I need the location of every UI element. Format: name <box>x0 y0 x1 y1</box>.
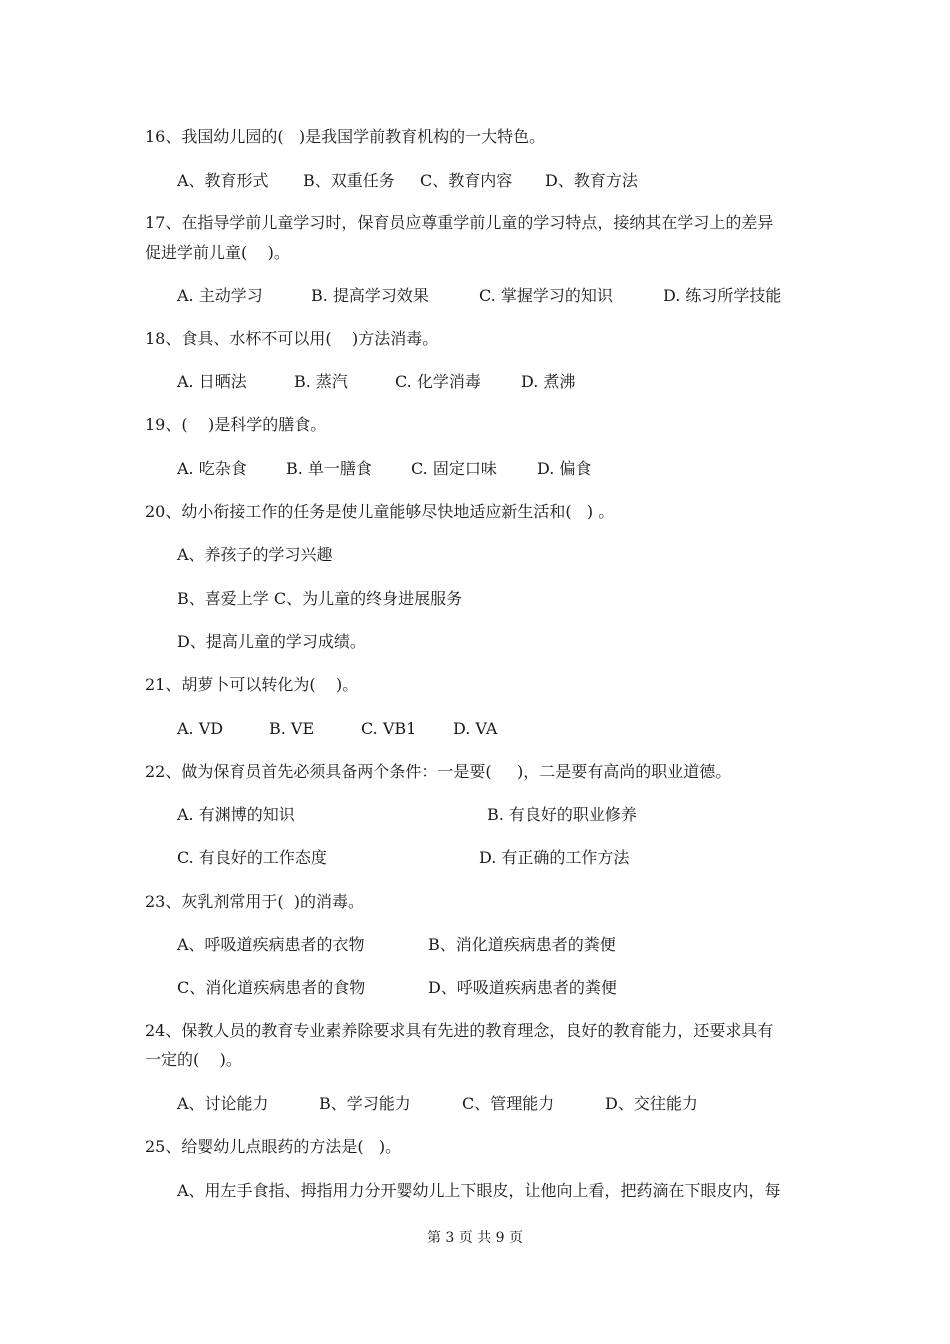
question-25-text: 25、给婴幼儿点眼药的方法是( )。 <box>145 1137 402 1156</box>
question-17-text-cont: 促进学前儿童( )。 <box>145 243 290 262</box>
question-16-option-d: D、教育方法 <box>545 171 638 190</box>
question-16-option-a: A、教育形式 <box>177 171 269 190</box>
question-19-option-d: D. 偏食 <box>537 459 592 478</box>
question-24-option-b: B、学习能力 <box>319 1094 411 1113</box>
question-21-option-b: B. VE <box>269 719 315 738</box>
question-20-text: 20、幼小衔接工作的任务是使儿童能够尽快地适应新生活和( ) 。 <box>145 502 615 521</box>
question-21-option-d: D. VA <box>453 719 498 738</box>
question-25-option-line-1: A、用左手食指、拇指用力分开婴幼儿上下眼皮，让他向上看，把药滴在下眼皮内，每 <box>177 1181 781 1200</box>
question-17-option-a: A. 主动学习 <box>177 286 263 305</box>
question-21-option-c: C. VB1 <box>361 719 417 738</box>
question-19-text: 19、( )是科学的膳食。 <box>145 415 327 434</box>
question-19-option-b: B. 单一膳食 <box>286 459 372 478</box>
question-20-option-line-3: D、提高儿童的学习成绩。 <box>177 632 366 651</box>
question-24-text-cont: 一定的( )。 <box>145 1050 242 1069</box>
question-24-option-c: C、管理能力 <box>462 1094 555 1113</box>
question-18-option-c: C. 化学消毒 <box>395 372 481 391</box>
question-21-text: 21、胡萝卜可以转化为( )。 <box>145 675 359 694</box>
question-24-option-d: D、交往能力 <box>605 1094 698 1113</box>
question-23-option-b: B、消化道疾病患者的粪便 <box>428 935 616 954</box>
question-23-text: 23、灰乳剂常用于( )的消毒。 <box>145 892 365 911</box>
question-23-option-a: A、呼吸道疾病患者的衣物 <box>177 935 365 954</box>
question-19-option-c: C. 固定口味 <box>411 459 497 478</box>
question-16-option-c: C、教育内容 <box>420 171 513 190</box>
page-number: 第 3 页 共 9 页 <box>426 1230 524 1246</box>
question-22-option-b: B. 有良好的职业修养 <box>487 805 637 824</box>
question-23-option-c: C、消化道疾病患者的食物 <box>177 978 366 997</box>
question-24-option-a: A、讨论能力 <box>177 1094 269 1113</box>
question-17-option-d: D. 练习所学技能 <box>663 286 782 305</box>
question-22-text: 22、做为保育员首先必须具备两个条件：一是要( )，二是要有高尚的职业道德。 <box>145 762 732 781</box>
question-20-option-line-1: A、养孩子的学习兴趣 <box>177 545 333 564</box>
question-22-option-a: A. 有渊博的知识 <box>177 805 295 824</box>
question-18-text: 18、食具、水杯不可以用( )方法消毒。 <box>145 329 439 348</box>
question-17-option-c: C. 掌握学习的知识 <box>479 286 613 305</box>
question-18-option-a: A. 日晒法 <box>177 372 247 391</box>
question-21-option-a: A. VD <box>177 719 224 738</box>
question-24-text: 24、保教人员的教育专业素养除要求具有先进的教育理念，良好的教育能力，还要求具有 <box>145 1021 774 1040</box>
question-18-option-d: D. 煮沸 <box>521 372 576 391</box>
question-19-option-a: A. 吃杂食 <box>177 459 247 478</box>
question-22-option-c: C. 有良好的工作态度 <box>177 848 327 867</box>
question-20-option-line-2: B、喜爱上学 C、为儿童的终身进展服务 <box>177 589 463 608</box>
question-16-text: 16、我国幼儿园的( )是我国学前教育机构的一大特色。 <box>145 127 546 146</box>
question-22-option-d: D. 有正确的工作方法 <box>479 848 630 867</box>
question-23-option-d: D、呼吸道疾病患者的粪便 <box>428 978 617 997</box>
question-17-text: 17、在指导学前儿童学习时，保育员应尊重学前儿童的学习特点，接纳其在学习上的差异 <box>145 213 774 232</box>
question-16-option-b: B、双重任务 <box>303 171 395 190</box>
question-18-option-b: B. 蒸汽 <box>294 372 348 391</box>
question-17-option-b: B. 提高学习效果 <box>311 286 429 305</box>
